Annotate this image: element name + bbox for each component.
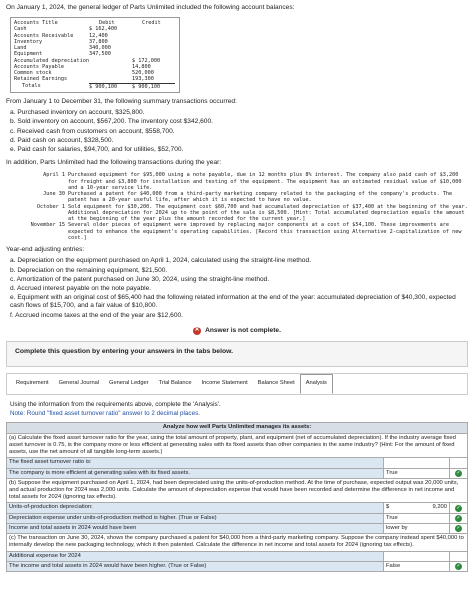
intro-text: On January 1, 2024, the general ledger of Parts Unlimited included the following account balances: <box>6 4 295 11</box>
transaction-date: November 15 <box>30 222 65 229</box>
tab-general-ledger[interactable]: General Ledger <box>109 380 149 387</box>
analysis-label: Depreciation expense under units-of-production method is higher. (True or False) <box>7 514 383 523</box>
transaction-row <box>16 191 468 203</box>
adjusting-item: e. Equipment with an original cost of $65,400 had the following related information at the end of the year: accumulated depreciation of $40,300, expected cash flows of $15,700, and a fair value of $10,800. <box>10 294 456 310</box>
answer-value: True <box>386 514 398 521</box>
analysis-header: Analyze how well Parts Unlimited manages its assets: <box>7 423 467 432</box>
answer-value: 9,200 <box>432 504 447 511</box>
analysis-row <box>7 457 467 467</box>
ledger-table <box>10 17 180 93</box>
adjusting-list <box>10 257 468 320</box>
analysis-row <box>7 478 467 503</box>
analysis-table <box>6 422 468 572</box>
ledger-account: Land <box>14 45 27 52</box>
check-cell <box>449 458 467 467</box>
analysis-label: The income and total assets in 2024 would have been higher. (True or False) <box>7 562 383 571</box>
ledger-credit: 14,800 <box>132 63 151 70</box>
check-cell <box>449 514 467 523</box>
ledger-account: Common stock <box>14 70 52 77</box>
analysis-label: Additional expense for 2024 <box>7 552 383 561</box>
answer-input[interactable] <box>383 469 449 478</box>
summary-item: e. Paid cash for salaries, $94,700, and for utilities, $52,700. <box>10 145 184 153</box>
check-cell <box>449 552 467 561</box>
check-icon: ✓ <box>456 563 461 570</box>
summary-intro: From January 1 to December 31, the following summary transactions occurred: <box>6 97 237 105</box>
adjusting-item: c. Amortization of the patent purchased on June 30, 2024, using the straight-line method. <box>10 275 270 283</box>
check-icon: ✓ <box>456 525 461 532</box>
summary-item: d. Paid cash on account, $328,500. <box>10 136 114 144</box>
ledger-totals-label: Totals <box>22 82 41 89</box>
analysis-row <box>7 551 467 561</box>
check-cell <box>449 469 467 478</box>
analysis-row <box>7 468 467 478</box>
transaction-row <box>16 172 468 191</box>
summary-item: b. Sold inventory on account, $567,200. The inventory cost $342,600. <box>10 118 213 126</box>
transaction-date: October 1 <box>36 203 65 210</box>
transaction-text: Several older pieces of equipment were improved by replacing major components at a cost of $54,100. These improvements are expected to enhance the equipment's operating capabilities. [Record this transaction using Alternative 2-capitalization of new cost.] <box>68 222 462 241</box>
transaction-date: June 30 <box>43 191 65 198</box>
transactions-table <box>16 172 468 241</box>
answer-input[interactable] <box>383 562 449 571</box>
ledger-account: Equipment <box>14 51 43 58</box>
analysis-row <box>7 523 467 533</box>
ledger-account: Accounts Payable <box>14 63 64 70</box>
transaction-text: Sold equipment for $30,200. The equipment cost $60,700 and had accumulated depreciation of $37,400 at the beginning of the year. Additional depreciation for 2024 up to the point of the sale is $8,500. [Hint: Total accumulated depreciation equals the amount at the beginning of the year plus the amount recorded for the current year.] <box>68 203 468 223</box>
summary-item: a. Purchased inventory on account, $325,800. <box>10 109 145 117</box>
answer-input[interactable] <box>383 458 449 467</box>
ledger-credit: 193,300 <box>132 76 154 83</box>
check-icon: ✓ <box>456 515 461 522</box>
answer-value: lower by <box>386 524 408 531</box>
adjusting-item: d. Accrued interest payable on the note payable. <box>10 284 152 292</box>
tab-general-journal[interactable]: General Journal <box>58 380 100 387</box>
ledger-debit: 12,400 <box>89 32 108 39</box>
check-cell <box>449 503 467 512</box>
check-cell <box>449 524 467 533</box>
adjusting-intro: Year-end adjusting entries: <box>6 246 85 254</box>
ledger-debit: 37,800 <box>89 38 108 45</box>
check-icon: ✓ <box>456 470 461 476</box>
adjusting-item: a. Depreciation on the equipment purchased on April 1, 2024, calculated using the straight-line method. <box>10 257 311 265</box>
check-cell <box>449 562 467 571</box>
adjusting-item: b. Depreciation on the remaining equipment, $21,500. <box>10 266 168 274</box>
ledger-total-credit: $ 900,100 <box>132 83 175 90</box>
ledger-header-debit: Debit <box>99 20 115 27</box>
analysis-row <box>7 561 467 571</box>
transaction-row <box>16 222 468 241</box>
analysis-rows <box>7 433 467 572</box>
panel-title: Complete this question by entering your answers in the tabs below. <box>15 348 234 356</box>
adjusting-item: f. Accrued income taxes at the end of the year are $12,600. <box>10 311 184 319</box>
tab-balance-sheet[interactable]: Balance Sheet <box>257 380 295 387</box>
analysis-row <box>7 533 467 550</box>
summary-item: c. Received cash from customers on account, $558,700. <box>10 127 175 135</box>
transaction-text: Purchased a patent for $40,000 from a third-party marketing company related to the packaging of the company's products. The patent has a 20-year useful life, after which it is expected to have no value. <box>68 191 453 204</box>
tab-bar <box>6 373 468 395</box>
check-icon: ✓ <box>456 504 461 511</box>
ledger-header-account: Accounts Title <box>14 20 58 27</box>
summary-list <box>10 109 468 154</box>
analysis-label: Income and total assets in 2024 would have been <box>7 524 383 533</box>
answer-input[interactable] <box>383 503 449 512</box>
transaction-date: April 1 <box>43 172 65 179</box>
ledger-debit: $ 162,400 <box>89 26 118 33</box>
analysis-label: The fixed asset turnover ratio is: <box>7 458 383 467</box>
ledger-account: Accumulated depreciation <box>14 57 89 64</box>
analysis-row <box>7 502 467 512</box>
answer-value: True <box>386 469 398 476</box>
error-x-icon: ✕ <box>194 327 200 334</box>
rounding-note: Note: Round "fixed asset turnover ratio" answer to 2 decimal places. <box>10 410 200 418</box>
answer-input[interactable] <box>383 514 449 523</box>
answer-value: False <box>386 562 401 569</box>
ledger-debit: 340,000 <box>89 45 111 52</box>
analysis-row <box>7 513 467 523</box>
ledger-credit: $ 172,000 <box>132 57 161 64</box>
ledger-total-debit: $ 900,100 <box>89 83 132 90</box>
ledger-account: Cash <box>14 26 27 33</box>
ledger-header-credit: Credit <box>142 20 161 27</box>
analysis-question: (c) The transaction on June 30, 2024, shows the company purchased a patent for $40,000 from a third-party marketing company. Suppose the company instead spent $40,000 to internally develop the new packaging technology, which it then patented. Calculate the difference in net income and total assets for 2024 (ignoring tax effects). <box>9 535 464 549</box>
answer-input[interactable] <box>383 524 449 533</box>
currency-prefix: $ <box>386 504 390 511</box>
alert-text: Answer is not complete. <box>205 326 281 334</box>
addition-intro: In addition, Parts Unlimited had the following transactions during the year: <box>6 159 222 167</box>
tab-trial-balance[interactable]: Trial Balance <box>158 380 192 387</box>
analysis-label: The company is more efficient at generating sales with its fixed assets. <box>7 469 383 478</box>
incomplete-alert <box>6 327 468 335</box>
analysis-row <box>7 433 467 458</box>
tab-requirement[interactable]: Requirement <box>16 380 49 387</box>
instruction-text: Using the information from the requirements above, complete the 'Analysis'. <box>10 400 221 408</box>
transaction-text: Purchased equipment for $95,000 using a note payable, due in 12 months plus 8% interest. The company also paid cash of $3,200 for freight and $3,800 for installation and testing of the equipment. The equipment has an estimated residual value of $10,000 and a 10-year service life. <box>68 172 462 191</box>
ledger-account: Retained Earnings <box>14 76 68 83</box>
tab-analysis[interactable]: Analysis <box>300 374 333 394</box>
ledger-credit: 520,000 <box>132 70 154 77</box>
ledger-account: Inventory <box>14 38 43 45</box>
analysis-label: Units-of-production depreciation: <box>7 503 383 512</box>
ledger-debit: 347,500 <box>89 51 111 58</box>
ledger-account: Accounts Receivable <box>14 32 74 39</box>
question-panel <box>6 341 468 366</box>
transaction-row <box>16 204 468 223</box>
analysis-question: (b) Suppose the equipment purchased on April 1, 2024, had been depreciated using the units-of-production method. At the time of purchase, expected output was 20,000 units, and actual production for 2024 was 2,000 units. Calculate the amount of depreciation expense that would have been recorded and determine the difference in net income and total assets for 2024 (ignoring tax effects). <box>9 479 459 501</box>
answer-input[interactable] <box>383 552 449 561</box>
tab-income-statement[interactable]: Income Statement <box>201 380 248 387</box>
analysis-question: (a) Calculate the fixed asset turnover ratio for the year, using the total amount of property, plant, and equipment (net of accumulated depreciation). If the industry average fixed asset turnover is 0.75, is the company more or less efficient at generating sales with its fixed assets than other companies in the same industry? (Hint: For the amount of fixed assets, use the net amount of all tangible long-term assets.) <box>9 434 456 456</box>
